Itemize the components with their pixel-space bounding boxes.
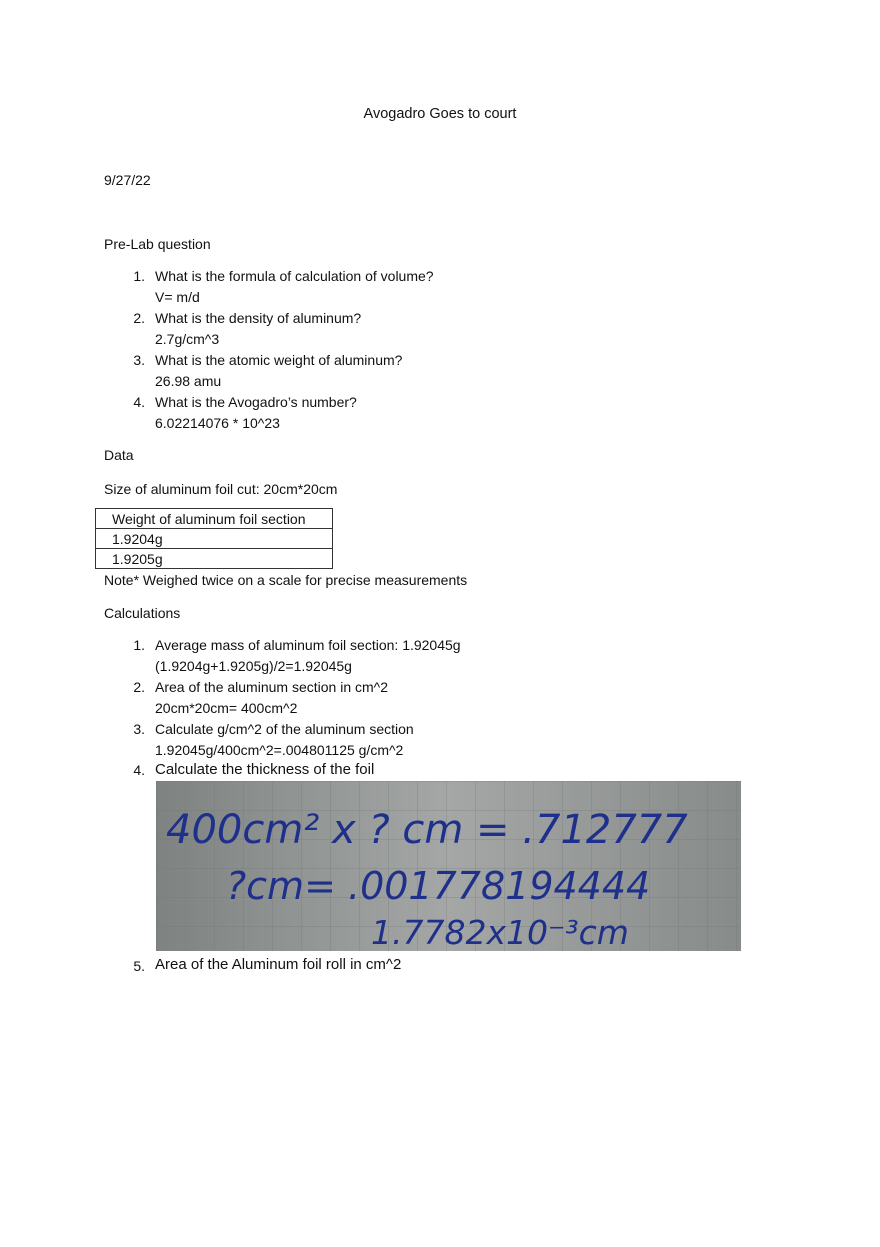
calc-number: 5. (133, 958, 145, 974)
prelab-answer: V= m/d (155, 289, 200, 305)
table-header-row (96, 509, 333, 529)
calc-label: Area of the aluminum section in cm^2 (155, 679, 389, 695)
calculations-heading: Calculations (104, 605, 181, 621)
foil-size-line: Size of aluminum foil cut: 20cm*20cm (104, 481, 338, 497)
prelab-question: What is the formula of calculation of volume? (155, 268, 434, 284)
graph-paper-photo (156, 781, 741, 951)
table-row (96, 529, 333, 549)
handwriting-line-1: 400cm² x ? cm = .712777 (166, 807, 688, 853)
table-cell: 1.9204g (96, 529, 333, 549)
measurement-note: Note* Weighed twice on a scale for precise measurements (104, 572, 468, 588)
prelab-question: What is the Avogadro’s number? (155, 394, 357, 410)
handwriting-line-3: 1.7782x10⁻³cm (371, 913, 629, 951)
prelab-number: 4. (133, 394, 145, 410)
calc-label: Calculate the thickness of the foil (155, 761, 375, 778)
table-row (96, 549, 333, 569)
calc-number: 1. (133, 637, 145, 653)
calc-label: Average mass of aluminum foil section: 1.92045g (155, 637, 461, 653)
prelab-question: What is the density of aluminum? (155, 310, 362, 326)
prelab-number: 1. (133, 268, 145, 284)
prelab-number: 3. (133, 352, 145, 368)
prelab-answer: 6.02214076 * 10^23 (155, 415, 280, 431)
table-header: Weight of aluminum foil section (96, 509, 333, 529)
data-heading: Data (104, 447, 134, 463)
prelab-question: What is the atomic weight of aluminum? (155, 352, 403, 368)
calc-label: Calculate g/cm^2 of the aluminum section (155, 721, 414, 737)
document-title: Avogadro Goes to court (363, 106, 517, 122)
prelab-answer: 2.7g/cm^3 (155, 331, 220, 347)
calc-number: 4. (133, 762, 145, 778)
table-cell: 1.9205g (96, 549, 333, 569)
calc-work: (1.9204g+1.9205g)/2=1.92045g (155, 658, 352, 674)
prelab-heading: Pre-Lab question (104, 236, 211, 252)
date: 9/27/22 (104, 172, 151, 188)
handwritten-thickness-photo (156, 781, 741, 951)
calc-number: 3. (133, 721, 145, 737)
calc-work: 20cm*20cm= 400cm^2 (155, 700, 298, 716)
prelab-answer: 26.98 amu (155, 373, 222, 389)
handwriting-line-2: ?cm= .001778194444 (226, 864, 651, 908)
prelab-number: 2. (133, 310, 145, 326)
weight-table (95, 508, 333, 569)
calc-label: Area of the Aluminum foil roll in cm^2 (155, 956, 402, 973)
calc-work: 1.92045g/400cm^2=.004801125 g/cm^2 (155, 742, 404, 758)
calc-number: 2. (133, 679, 145, 695)
